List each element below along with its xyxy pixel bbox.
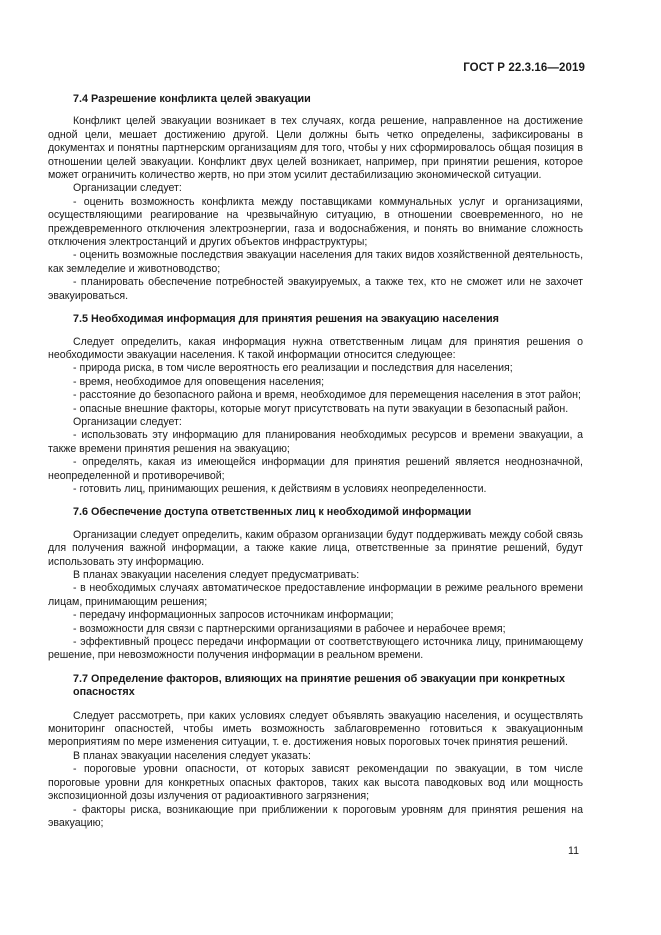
section-7-5 [48, 313, 583, 496]
list-item: - природа риска, в том числе вероятность его реализации и последствия для населения; [73, 362, 513, 375]
list-item: - время, необходимое для оповещения населения; [73, 375, 325, 388]
list-item: - планировать обеспечение потребностей эвакуируемых, а также тех, кто не сможет или не захочет эвакуироваться. [48, 276, 583, 302]
paragraph: Организации следует: [73, 182, 182, 195]
list-item: - готовить лиц, принимающих решения, к действиям в условиях неопределенности. [73, 482, 487, 495]
paragraph: Следует определить, какая информация нужна ответственным лицам для принятия решения о необходимости эвакуации населения. К такой информации относится следующее: [48, 335, 583, 361]
section-title: 7.7 Определение факторов, влияющих на принятие решения об эвакуации при конкретных опасностях [73, 672, 565, 699]
section-7-6 [48, 506, 583, 662]
section-title: 7.4 Разрешение конфликта целей эвакуации [73, 93, 311, 105]
list-item: - передачу информационных запросов источникам информации; [73, 609, 394, 622]
section-7-4 [48, 93, 583, 303]
section-7-7 [48, 673, 583, 830]
document-body [48, 93, 583, 840]
list-item: - оценить возможные последствия эвакуации населения для таких видов хозяйственной деятельность, как земледелие и животноводство; [48, 249, 584, 275]
paragraph: Организации следует определить, каким образом организации будут поддерживать между собой связь для получения важной информации, а также какие лица, ответственные за принятие решений, будут использовать эту информацию. [48, 528, 583, 568]
paragraph: Следует рассмотреть, при каких условиях следует объявлять эвакуацию населения, и осуществлять мониторинг опасностей, чтобы иметь возможность заблаговременно готовиться к эвакуационным мероприятиям по мере изменения ситуации, т. е. достижения новых пороговых точек принятия решений. [48, 709, 583, 749]
list-item: - возможности для связи с партнерскими организациями в рабочее и нерабочее время; [73, 622, 506, 635]
list-item: - расстояние до безопасного района и время, необходимое для перемещения населения в этот район; [73, 389, 581, 402]
list-item: - оценить возможность конфликта между поставщиками коммунальных услуг и организациями, осуществляющими реагирование на чрезвычайную ситуацию, в отношении своевременного, но не преждевременного отключения электроэнергии, газа и водоснабжения, и понять во внимание сложность отключения электростанций и других объектов инфраструктуры; [48, 195, 583, 249]
section-title: 7.6 Обеспечение доступа ответственных лиц к необходимой информации [73, 506, 472, 519]
section-title: 7.5 Необходимая информация для принятия решения на эвакуацию населения [73, 313, 499, 326]
paragraph: Конфликт целей эвакуации возникает в тех случаях, когда решение, направленное на достижение одной цели, мешает достижению другой. Цели должны быть четко определены, зафиксированы в документах и понятны партнерским организациям для того, чтобы у них сформировалось общая позиция в отношении целей эвакуации. Конфликт двух целей возникает, например, при принятии решения, которое может ограничить количество жертв, но при этом усилит дестабилизацию экономической ситуации. [48, 115, 583, 182]
list-item: - пороговые уровни опасности, от которых зависят рекомендации по эвакуации, в том числе пороговые уровни для конкретных опасных факторов, таких как высота паводковых вод или мощность экспозиционной дозы излучения от радиоактивного загрязнения; [48, 763, 583, 803]
list-item: - использовать эту информацию для планирования необходимых ресурсов и времени эвакуации, а также времени принятия решения на эвакуацию; [48, 429, 583, 455]
paragraph: В планах эвакуации населения следует предусматривать: [73, 569, 360, 581]
document-code-header: ГОСТ Р 22.3.16—2019 [463, 62, 585, 74]
list-item: - опасные внешние факторы, которые могут присутствовать на пути эвакуации в безопасный район. [73, 402, 569, 415]
paragraph: Организации следует: [73, 415, 182, 428]
list-item: - определять, какая из имеющейся информации для принятия решений является неоднозначной, неопределенной и противоречивой; [48, 456, 583, 482]
list-item: - эффективный процесс передачи информации от соответствующего источника лицу, принимающему решение, при невозможности получения информации в реальном времени. [48, 636, 583, 662]
page-number: 11 [568, 845, 579, 857]
list-item: - в необходимых случаях автоматическое предоставление информации в режиме реального времени лицам, принимающим решения; [48, 582, 583, 608]
paragraph: В планах эвакуации населения следует указать: [73, 749, 311, 762]
list-item: - факторы риска, возникающие при приближении к пороговым уровням для принятия решения на эвакуацию; [48, 803, 583, 829]
